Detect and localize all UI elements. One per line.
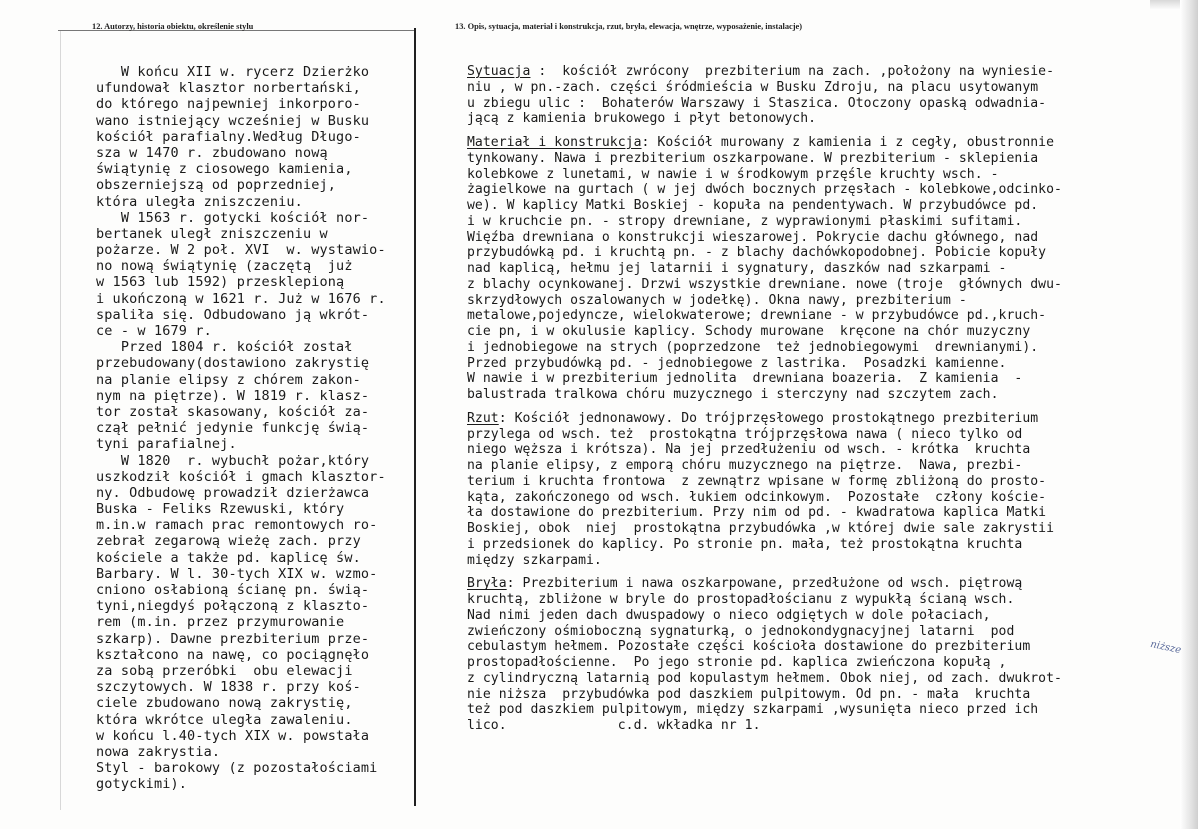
history-line: kościół parafialny.Według Długo- xyxy=(96,128,361,145)
section-line: cebulastym hełmem. Pozostałe części kościoła dostawione do prezbiterium xyxy=(467,639,1031,655)
section-line: nie niższa przybudówka pod daszkiem pulpitowym. Od pn. - mała kruchta xyxy=(467,686,1031,702)
section-line: we). W kaplicy Matki Boskiej - kopuła na pendentywach. W przybudówce pd. xyxy=(467,198,1039,213)
section-line: Więźba drewniana o konstrukcji wieszarowej. Pokrycie dachu głównego, nad xyxy=(467,229,1039,245)
history-line: Buska - Feliks Rzewuski, który xyxy=(96,501,345,518)
section-gap xyxy=(467,568,1187,576)
history-line: szczytowych. W 1838 r. przy koś- xyxy=(96,679,361,696)
history-line: no nową świątynię (zaczętą już xyxy=(96,258,353,275)
history-line: uszkodził kościół i gmach klasztor- xyxy=(96,468,386,485)
history-line: za sobą przeróbki obu elewacji xyxy=(96,662,353,679)
history-line: do którego najpewniej inkorporo- xyxy=(96,96,361,113)
history-line: kształcono na nawę, co pociągnęło xyxy=(96,646,370,663)
history-line: sza w 1470 r. zbudowano nową xyxy=(96,144,328,161)
section-text: : Kościół murowany z kamienia i z cegły, obustronnie xyxy=(641,135,1055,150)
history-line: bertanek uległ zniszczeniu w xyxy=(96,225,328,242)
history-line: czął pełnić jedynie funkcję świą- xyxy=(96,420,370,437)
section-line: niego węższa i krótsza). Na jej przedłużeniu od wsch. - krótka kruchta xyxy=(467,442,1031,458)
history-line: na planie elipsy z chórem zakon- xyxy=(96,371,361,388)
history-line: W 1563 r. gotycki kościół nor- xyxy=(96,209,370,226)
history-column xyxy=(96,64,412,792)
section-line: Nad nimi jeden dach dwuspadowy o nieco odgiętych w dole połaciach, xyxy=(467,607,991,623)
section-line: Boskiej, obok niej prostokątna przybudówka ,w której dwie sale zakrystii xyxy=(467,521,1055,536)
section-heading: Rzut xyxy=(467,410,499,426)
section-line: u zbiegu ulic : Bohaterów Warszawy i Staszica. Otoczony opaską odwadnia- xyxy=(467,95,1047,111)
handwritten-margin-note: niższe xyxy=(1149,638,1183,657)
section-heading: Sytuacja xyxy=(467,64,531,79)
section-line: Przed przybudówką pd. - jednobiegowe z lastrika. Posadzki kamienne. xyxy=(467,355,1007,371)
section-line: kruchtą, zbliżone w bryle do prostopadłościanu z wypukłą ścianą wsch. xyxy=(467,592,1015,607)
section-first-line xyxy=(467,411,1187,427)
left-margin-line xyxy=(60,30,61,810)
history-line: Styl - barokowy (z pozostałościami xyxy=(96,760,378,777)
section-line: na planie elipsy, z emporą chóru muzycznego na piętrze. Nawa, prezbi- xyxy=(467,458,1023,473)
section-line: i w kruchcie pn. - stropy drewniane, z wyprawionymi płaskimi sufitami. xyxy=(467,213,1023,229)
section-text: : Kościół jednonawowy. Do trójprzęsłowego prostokątnego prezbiterium xyxy=(498,410,1039,426)
section-line: niu , w pn.-zach. części śródmieścia w Busku Zdroju, na placu usytowanym xyxy=(467,79,1039,95)
section-first-line xyxy=(467,64,1187,80)
history-line: Barbary. W l. 30-tych XIX w. wzmo- xyxy=(96,565,378,582)
history-line: nowa zakrystia. xyxy=(96,743,221,760)
history-line: i ukończoną w 1621 r. Już w 1676 r. xyxy=(96,290,386,307)
section-line: ła dostawione do prezbiterium. Przy nim od pd. - kwadratowa kaplica Matki xyxy=(467,505,1047,521)
history-line: tyni,niegdyś połączoną z klaszto- xyxy=(96,598,370,615)
section-line: przybudówką pd. i kruchtą pn. - z blachy dachówkopodobnej. Pobicie kopuły xyxy=(467,245,1047,261)
section-line: przylega od wsch. też prostokątna trójprzęsłowa nawa ( nieco tylko od xyxy=(467,426,1023,442)
history-line: W 1820 r. wybuchł pożar,który xyxy=(96,452,370,469)
section-heading: Bryła xyxy=(467,576,507,592)
history-line: szkarp). Dawne prezbiterium prze- xyxy=(96,630,370,647)
section-line: zwieńczony ośmioboczną sygnaturką, o jednokondygnacyjnej latarni pod xyxy=(467,623,1015,639)
history-line: Przed 1804 r. kościół został xyxy=(96,339,353,356)
section-line: kolebkowe z lunetami, w nawie i w środkowym przęśle kruchty wsch. - xyxy=(467,166,999,182)
left-column-header: 12. Autorzy, historia obiektu, określenie stylu xyxy=(92,22,254,31)
section-line: prostopadłościenne. Po jego stronie pd. kaplica zwieńczona kopułą , xyxy=(467,655,1007,670)
section-first-line xyxy=(467,135,1187,151)
section-line: nad kaplicą, hełmu jej latarnii i sygnatury, daszków nad szkarpami - xyxy=(467,261,1007,276)
column-divider xyxy=(414,28,416,806)
history-line: która wkrótce uległa zawaleniu. xyxy=(96,711,353,728)
history-line: nym na piętrze). W 1819 r. klasz- xyxy=(96,387,370,404)
history-line: obszerniejszą od poprzedniej, xyxy=(96,177,337,194)
history-line: gotyckimi). xyxy=(96,776,188,793)
section-line: też pod daszkiem pulpitowym, między szkarpami ,wysunięta nieco przed ich xyxy=(467,702,1039,718)
section-line: lico. c.d. wkładka nr 1. xyxy=(467,718,761,733)
section-line: z blachy ocynkowanej. Drzwi wszystkie drewniane. nowe (troje głównych dwu- xyxy=(467,276,1062,292)
section-first-line xyxy=(467,576,1187,592)
section-line: balustrada tralkowa chóru muzycznego i sterczyny nad szczytem zach. xyxy=(467,387,999,402)
right-column-header: 13. Opis, sytuacja, materiał i konstrukcja, rzut, bryła, elewacja, wnętrze, wyposażenie, instalacje) xyxy=(455,22,803,31)
section-line: jącą z kamienia brukowego i płyt betonowych. xyxy=(467,111,817,127)
history-line: m.in.w ramach prac remontowych ro- xyxy=(96,517,378,534)
section-text: : Prezbiterium i nawa oszkarpowane, przedłużone od wsch. piętrową xyxy=(506,576,1023,592)
history-line: kościele a także pd. kaplicę św. xyxy=(96,549,361,566)
history-line: ufundował klasztor norbertański, xyxy=(96,80,361,97)
history-line: tyni parafialnej. xyxy=(96,436,237,453)
section-line: tynkowany. Nawa i prezbiterium oszkarpowane. W prezbiterium - sklepienia xyxy=(467,150,1039,166)
section-text: : kościół zwrócony prezbiterium na zach. ,położony na wyniesie- xyxy=(530,64,1055,79)
section-line: W nawie i w prezbiterium jednolita drewniana boazeria. Z kamienia - xyxy=(467,371,1023,387)
section-line: między szkarpami. xyxy=(467,552,602,568)
history-line: tor został skasowany, kościół za- xyxy=(96,403,370,420)
history-line: pożarze. W 2 poł. XVI w. wystawio- xyxy=(96,242,386,259)
history-line: rem (m.in. przez przymurowanie xyxy=(96,614,345,631)
history-line: W końcu XII w. rycerz Dzierżko xyxy=(96,64,370,80)
history-line: cniono osłabioną ścianę pn. świą- xyxy=(96,582,370,598)
history-line: ciele zbudowano nową zakrystię, xyxy=(96,695,353,712)
section-heading: Materiał i konstrukcja xyxy=(467,135,642,150)
section-line: z cylindryczną latarnią pod kopulastym hełmem. Obok niej, od zach. dwukrot- xyxy=(467,670,1062,686)
history-line: wano istniejący wcześniej w Busku xyxy=(96,112,370,129)
description-column xyxy=(467,64,1187,734)
history-line: w końcu l.40-tych XIX w. powstała xyxy=(96,727,370,744)
section-line: kąta, zakończonego od wsch. łukiem odcinkowym. Pozostałe człony koście- xyxy=(467,489,1047,505)
section-line: cie pn, i w okulusie kaplicy. Schody murowane kręcone na chór muzyczny xyxy=(467,324,1031,339)
section-line: metalowe,pojedyncze, wielokwaterowe; drewniane - w przybudówce pd.,kruch- xyxy=(467,308,1047,324)
section-gap xyxy=(467,127,1187,135)
section-line: terium i kruchta frontowa z zewnątrz wpisane w formę zbliżoną do prosto- xyxy=(467,473,1047,489)
history-line: w 1563 lub 1592) przesklepioną xyxy=(96,274,345,291)
section-line: żagielkowe na gurtach ( w jej dwóch bocznych przęsłach - kolebkowe,odcinko- xyxy=(467,182,1062,198)
history-line: zebrał zegarową wieżę zach. przy xyxy=(96,533,361,550)
history-line: ny. Odbudowę prowadził dzierżawca xyxy=(96,484,370,501)
section-gap xyxy=(467,403,1187,411)
history-line: ce - w 1679 r. xyxy=(96,323,212,339)
history-line: spaliła się. Odbudowano ją wkrót- xyxy=(96,306,370,323)
section-line: skrzydłowych oszalowanych w jodełkę). Okna nawy, prezbiterium - xyxy=(467,292,967,308)
history-line: przebudowany(dostawiono zakrystię xyxy=(96,355,370,372)
section-line: i przedsionek do kaplicy. Po stronie pn. mała, też prostokątna kruchta xyxy=(467,536,1023,552)
history-line: świątynię z ciosowego kamienia, xyxy=(96,161,353,178)
section-line: i jednobiegowe na strych (poprzedzone też jednobiegowymi drewnianymi). xyxy=(467,339,1039,355)
history-line: która uległa zniszczeniu. xyxy=(96,193,303,210)
